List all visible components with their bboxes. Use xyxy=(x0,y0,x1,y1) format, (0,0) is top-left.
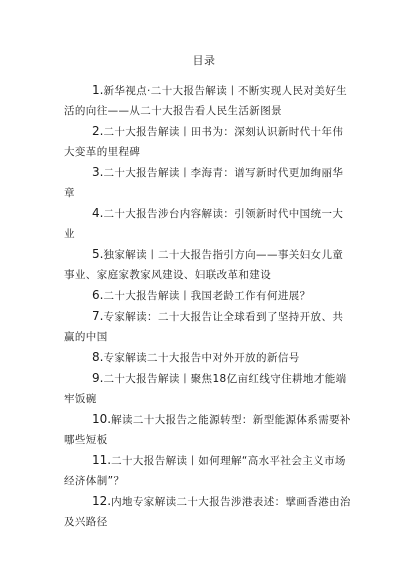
toc-item-text: 二十大报告解读丨李海青：谱写新时代更加绚丽华章 xyxy=(64,167,344,199)
toc-item-number: 12. xyxy=(92,494,112,508)
toc-item-text: 独家解读丨二十大报告指引方向——事关妇女儿童事业、家庭家教家风建设、妇联改革和建设 xyxy=(64,249,344,281)
toc-item-1 xyxy=(64,80,352,121)
toc-item-6 xyxy=(64,285,352,306)
toc-item-number: 3. xyxy=(92,165,104,179)
toc-item-10 xyxy=(64,409,352,450)
toc-item-number: 2. xyxy=(92,124,104,138)
toc-item-text: 二十大报告解读丨我国老龄工作有何进展？ xyxy=(103,290,311,302)
toc-item-text: 解读二十大报告之能源转型：新型能源体系需要补哪些短板 xyxy=(64,414,351,446)
toc-item-number: 4. xyxy=(92,206,104,220)
toc-item-text: 新华视点·二十大报告解读丨不断实现人民对美好生活的向往——从二十大报告看人民生活新图景 xyxy=(64,85,347,117)
toc-item-5 xyxy=(64,244,352,285)
toc-item-text: 专家解读：二十大报告让全球看到了坚持开放、共赢的中国 xyxy=(64,311,344,343)
toc-item-text: 二十大报告解读丨聚焦18亿亩红线守住耕地才能端牢饭碗 xyxy=(64,373,347,405)
toc-item-number: 9. xyxy=(92,371,104,385)
toc-item-text: 专家解读二十大报告中对外开放的新信号 xyxy=(103,352,300,364)
toc-item-number: 10. xyxy=(92,412,112,426)
toc-item-number: 5. xyxy=(92,247,104,261)
toc-item-number: 6. xyxy=(92,288,104,302)
toc-item-text: 二十大报告涉台内容解读：引领新时代中国统一大业 xyxy=(64,208,344,240)
toc-title: 目录 xyxy=(192,54,216,67)
toc-item-number: 8. xyxy=(92,350,104,364)
toc-item-2 xyxy=(64,121,352,162)
toc-item-12 xyxy=(64,491,352,532)
toc-item-text: 内地专家解读二十大报告涉港表述：擘画香港由治及兴路径 xyxy=(64,496,351,528)
toc-item-text: 二十大报告解读丨如何理解“高水平社会主义市场经济体制”？ xyxy=(64,455,346,487)
toc-item-4 xyxy=(64,203,352,244)
toc-item-7 xyxy=(64,306,352,347)
toc-item-text: 二十大报告解读丨田书为：深刻认识新时代十年伟大变革的里程碑 xyxy=(64,126,344,158)
toc-item-number: 11. xyxy=(92,453,112,467)
toc-item-11 xyxy=(64,450,352,491)
toc-list xyxy=(64,80,352,532)
toc-item-number: 7. xyxy=(92,309,104,323)
toc-item-9 xyxy=(64,368,352,409)
toc-item-number: 1. xyxy=(92,83,104,97)
toc-item-3 xyxy=(64,162,352,203)
toc-item-8 xyxy=(64,347,352,368)
